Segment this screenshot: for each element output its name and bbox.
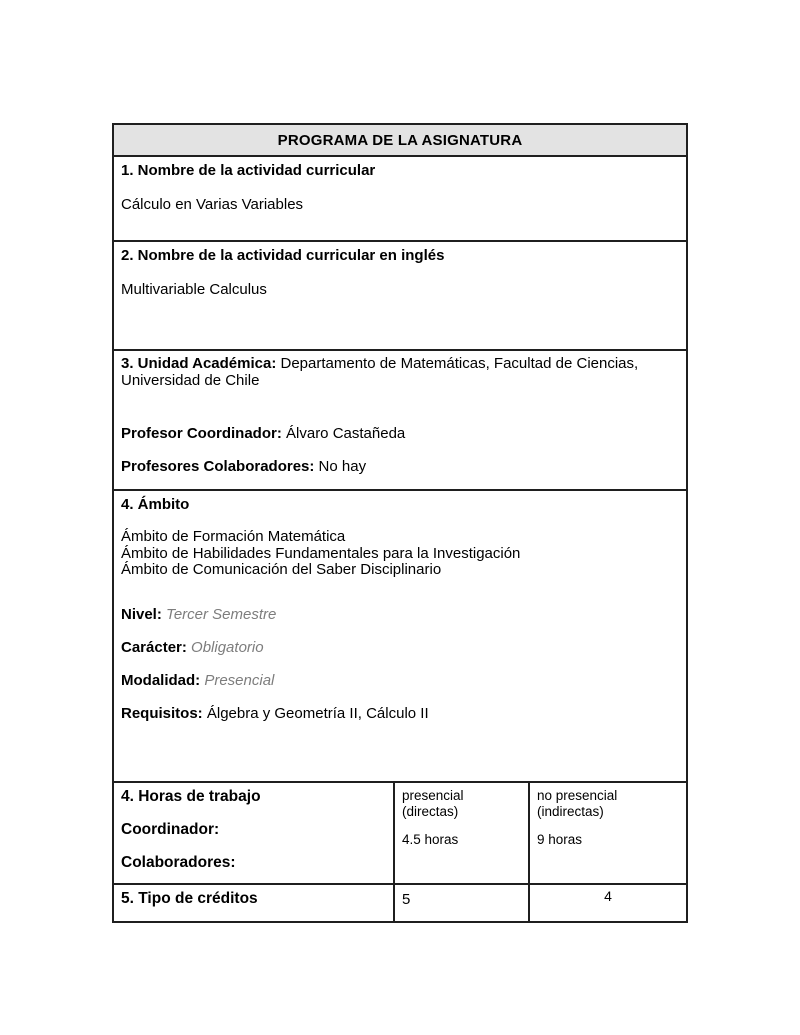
row-tipo-creditos xyxy=(114,885,686,921)
programa-table xyxy=(112,123,688,923)
modalidad-value: Presencial xyxy=(200,671,275,689)
page-title: PROGRAMA DE LA ASIGNATURA xyxy=(277,131,523,149)
requisitos-value: Álgebra y Geometría II, Cálculo II xyxy=(202,704,429,722)
creditos-no-presencial-value: 4 xyxy=(604,888,612,904)
horas-trabajo-label-cell xyxy=(114,783,393,883)
no-presencial-horas-value: 9 horas xyxy=(537,832,583,847)
unidad-academica-label: 3. Unidad Académica: xyxy=(121,355,277,372)
ambito-title: 4. Ámbito xyxy=(121,496,190,513)
modalidad-paragraph xyxy=(121,672,676,689)
creditos-presencial-cell xyxy=(393,885,528,921)
ambito-item-1: Ámbito de Formación Matemática xyxy=(121,528,346,545)
coordinador-label: Coordinador: xyxy=(121,821,220,838)
profesor-coordinador-paragraph xyxy=(121,425,676,442)
row2-value: Multivariable Calculus xyxy=(121,281,267,298)
requisitos-paragraph xyxy=(121,705,676,722)
presencial-directas-header: presencial (directas) xyxy=(402,788,464,819)
row-horas-trabajo xyxy=(114,783,686,885)
ambito-item-3: Ámbito de Comunicación del Saber Disciplinario xyxy=(121,561,442,578)
unidad-academica-value: Departamento de Matemáticas, Facultad de Ciencias, Universidad de Chile xyxy=(121,355,639,389)
row1-title: 1. Nombre de la actividad curricular xyxy=(121,162,376,179)
creditos-presencial-value: 5 xyxy=(402,891,411,908)
profesores-colaboradores-value: No hay xyxy=(314,458,367,475)
caracter-paragraph xyxy=(121,639,676,656)
ambito-item-2: Ámbito de Habilidades Fundamentales para la Investigación xyxy=(121,544,521,562)
nivel-label: Nivel: xyxy=(121,605,162,623)
profesor-coordinador-value: Álvaro Castañeda xyxy=(281,425,406,442)
row2-title: 2. Nombre de la actividad curricular en inglés xyxy=(121,247,445,264)
row-ambito xyxy=(114,491,686,783)
row-unidad-academica xyxy=(114,351,686,491)
nivel-paragraph xyxy=(121,606,676,623)
caracter-label: Carácter: xyxy=(121,638,187,656)
horas-no-presencial-cell xyxy=(528,783,686,883)
profesores-colaboradores-paragraph xyxy=(121,458,676,475)
horas-trabajo-title: 4. Horas de trabajo xyxy=(121,788,261,805)
colaboradores-label: Colaboradores: xyxy=(121,854,236,871)
table-header-row xyxy=(114,125,686,157)
horas-presencial-cell xyxy=(393,783,528,883)
row1-value: Cálculo en Varias Variables xyxy=(121,196,304,213)
nivel-value: Tercer Semestre xyxy=(161,605,277,623)
row-nombre-ingles xyxy=(114,242,686,351)
unidad-academica-paragraph xyxy=(121,356,676,389)
tipo-creditos-title: 5. Tipo de créditos xyxy=(121,890,258,907)
tipo-creditos-label-cell xyxy=(114,885,393,921)
no-presencial-indirectas-header: no presencial (indirectas) xyxy=(537,788,618,819)
requisitos-label: Requisitos: xyxy=(121,704,203,722)
caracter-value: Obligatorio xyxy=(186,638,264,656)
profesores-colaboradores-label: Profesores Colaboradores: xyxy=(121,458,315,475)
creditos-no-presencial-cell xyxy=(528,885,686,921)
row-nombre-actividad xyxy=(114,157,686,242)
modalidad-label: Modalidad: xyxy=(121,671,201,689)
presencial-horas-value: 4.5 horas xyxy=(402,832,459,847)
profesor-coordinador-label: Profesor Coordinador: xyxy=(121,425,282,442)
